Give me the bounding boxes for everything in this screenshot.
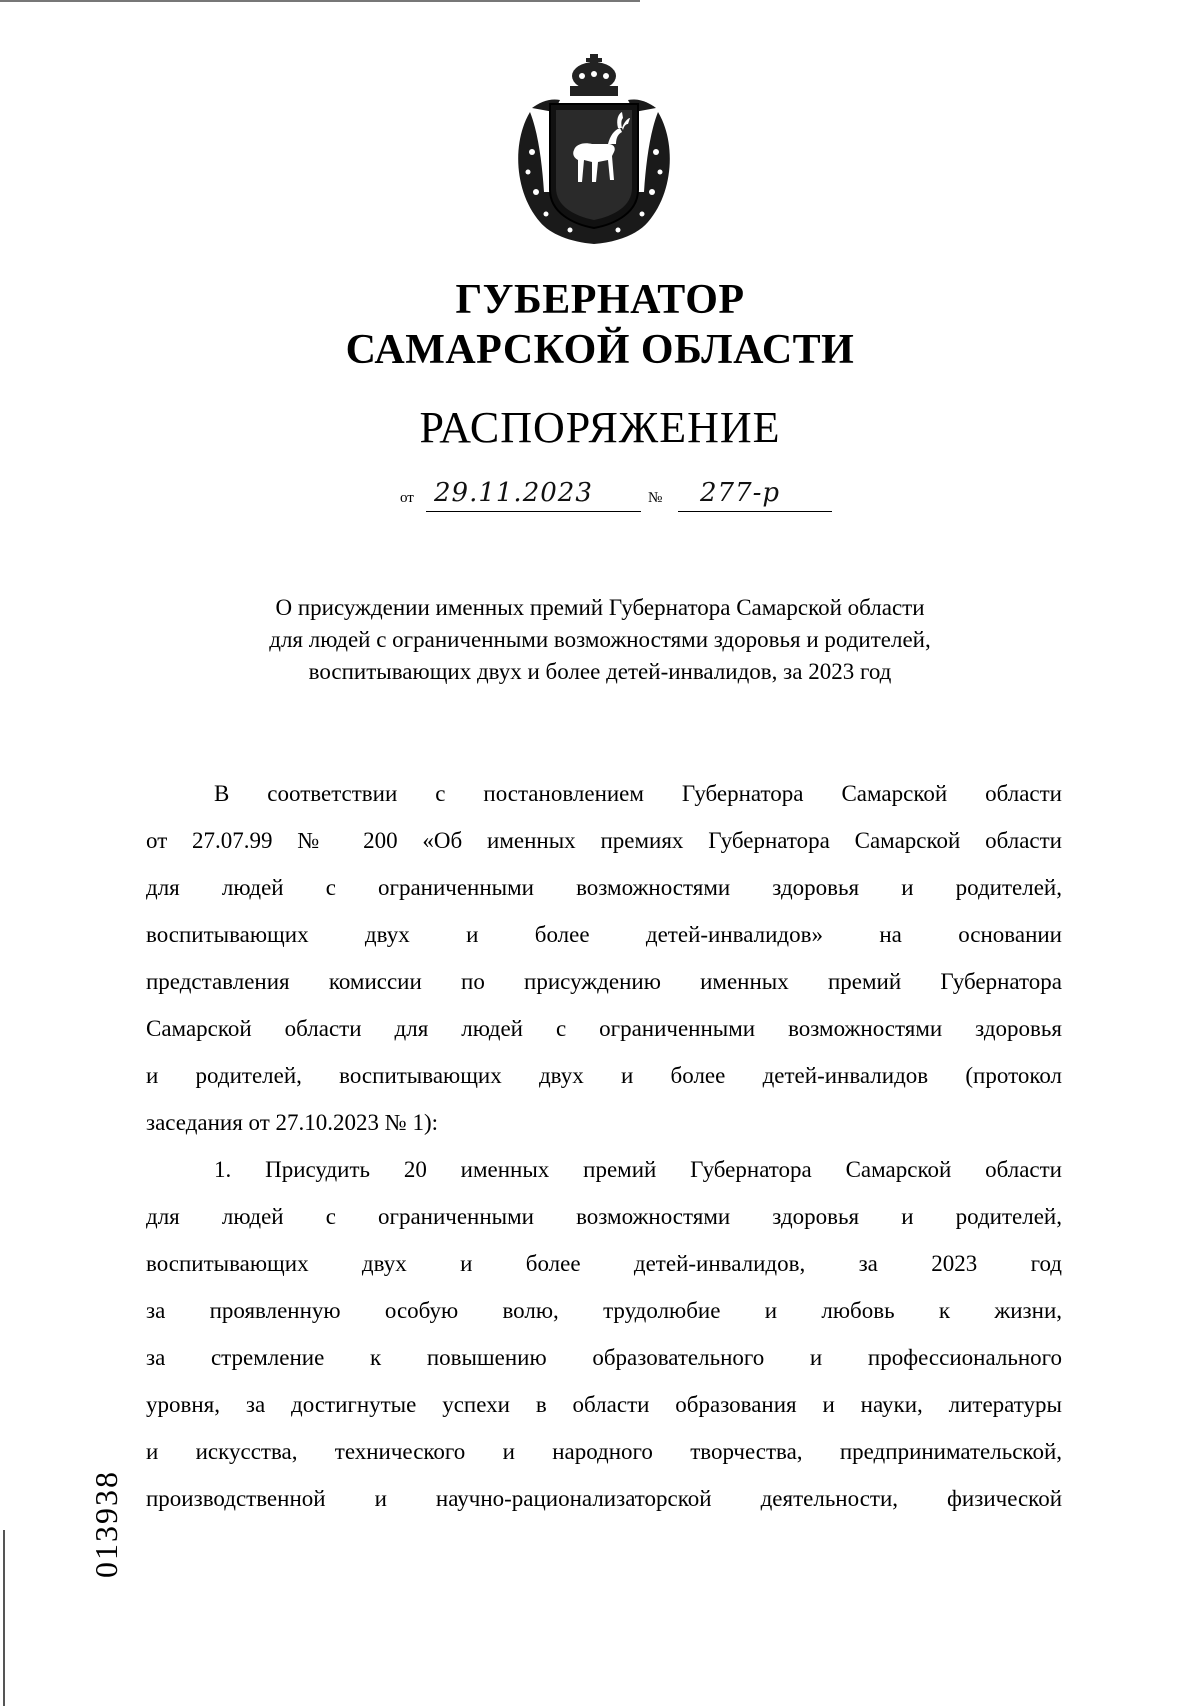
subject-line: для людей с ограниченными возможностями здоровья и родителей,: [269, 627, 931, 652]
body-line: от 27.07.99 № 200 «Об именных премиях Губернатора Самарской области: [146, 828, 1062, 853]
scan-edge-top: [0, 0, 640, 2]
body-line: и искусства, технического и народного творчества, предпринимательской,: [146, 1439, 1062, 1464]
document-body: [146, 770, 1062, 1522]
body-line: за стремление к повышению образовательного и профессионального: [146, 1345, 1062, 1370]
issuer-title-line2: САМАРСКОЙ ОБЛАСТИ: [345, 327, 855, 373]
body-line: уровня, за достигнутые успехи в области образования и науки, литературы: [146, 1392, 1062, 1417]
body-line: В соответствии с постановлением Губернатора Самарской области: [214, 781, 1062, 806]
body-line: для людей с ограниченными возможностями здоровья и родителей,: [146, 875, 1062, 900]
form-serial-number: 013938: [88, 1470, 124, 1578]
document-subject: [150, 592, 1050, 688]
body-line: представления комиссии по присуждению именных премий Губернатора: [146, 969, 1062, 994]
document-number: 277-р: [700, 478, 781, 508]
body-line: Самарской области для людей с ограниченными возможностями здоровья: [146, 1016, 1062, 1041]
document-date: 29.11.2023: [434, 478, 593, 508]
subject-line: О присуждении именных премий Губернатора Самарской области: [275, 595, 925, 620]
subject-line: воспитывающих двух и более детей-инвалидов, за 2023 год: [308, 659, 892, 684]
body-line: 1. Присудить 20 именных премий Губернатора Самарской области: [214, 1157, 1062, 1182]
number-underline: [678, 511, 832, 512]
body-line: заседания от 27.10.2023 № 1):: [146, 1110, 439, 1135]
document-type: РАСПОРЯЖЕНИЕ: [419, 403, 781, 452]
body-line: производственной и научно-рационализаторской деятельности, физической: [146, 1486, 1062, 1511]
body-line: за проявленную особую волю, трудолюбие и любовь к жизни,: [146, 1298, 1062, 1323]
body-line: и родителей, воспитывающих двух и более детей-инвалидов (протокол: [146, 1063, 1062, 1088]
date-underline: [426, 511, 641, 512]
number-label: №: [648, 490, 663, 506]
samara-coat-of-arms-icon: [510, 52, 678, 248]
body-line: воспитывающих двух и более детей-инвалидов, за 2023 год: [146, 1251, 1062, 1276]
date-number-line: [400, 478, 840, 518]
body-line: воспитывающих двух и более детей-инвалидов» на основании: [146, 922, 1062, 947]
issuer-title-line1: ГУБЕРНАТОР: [455, 277, 745, 323]
date-label: от: [400, 490, 414, 506]
scan-edge-left: [3, 1530, 5, 1706]
body-line: для людей с ограниченными возможностями здоровья и родителей,: [146, 1204, 1062, 1229]
